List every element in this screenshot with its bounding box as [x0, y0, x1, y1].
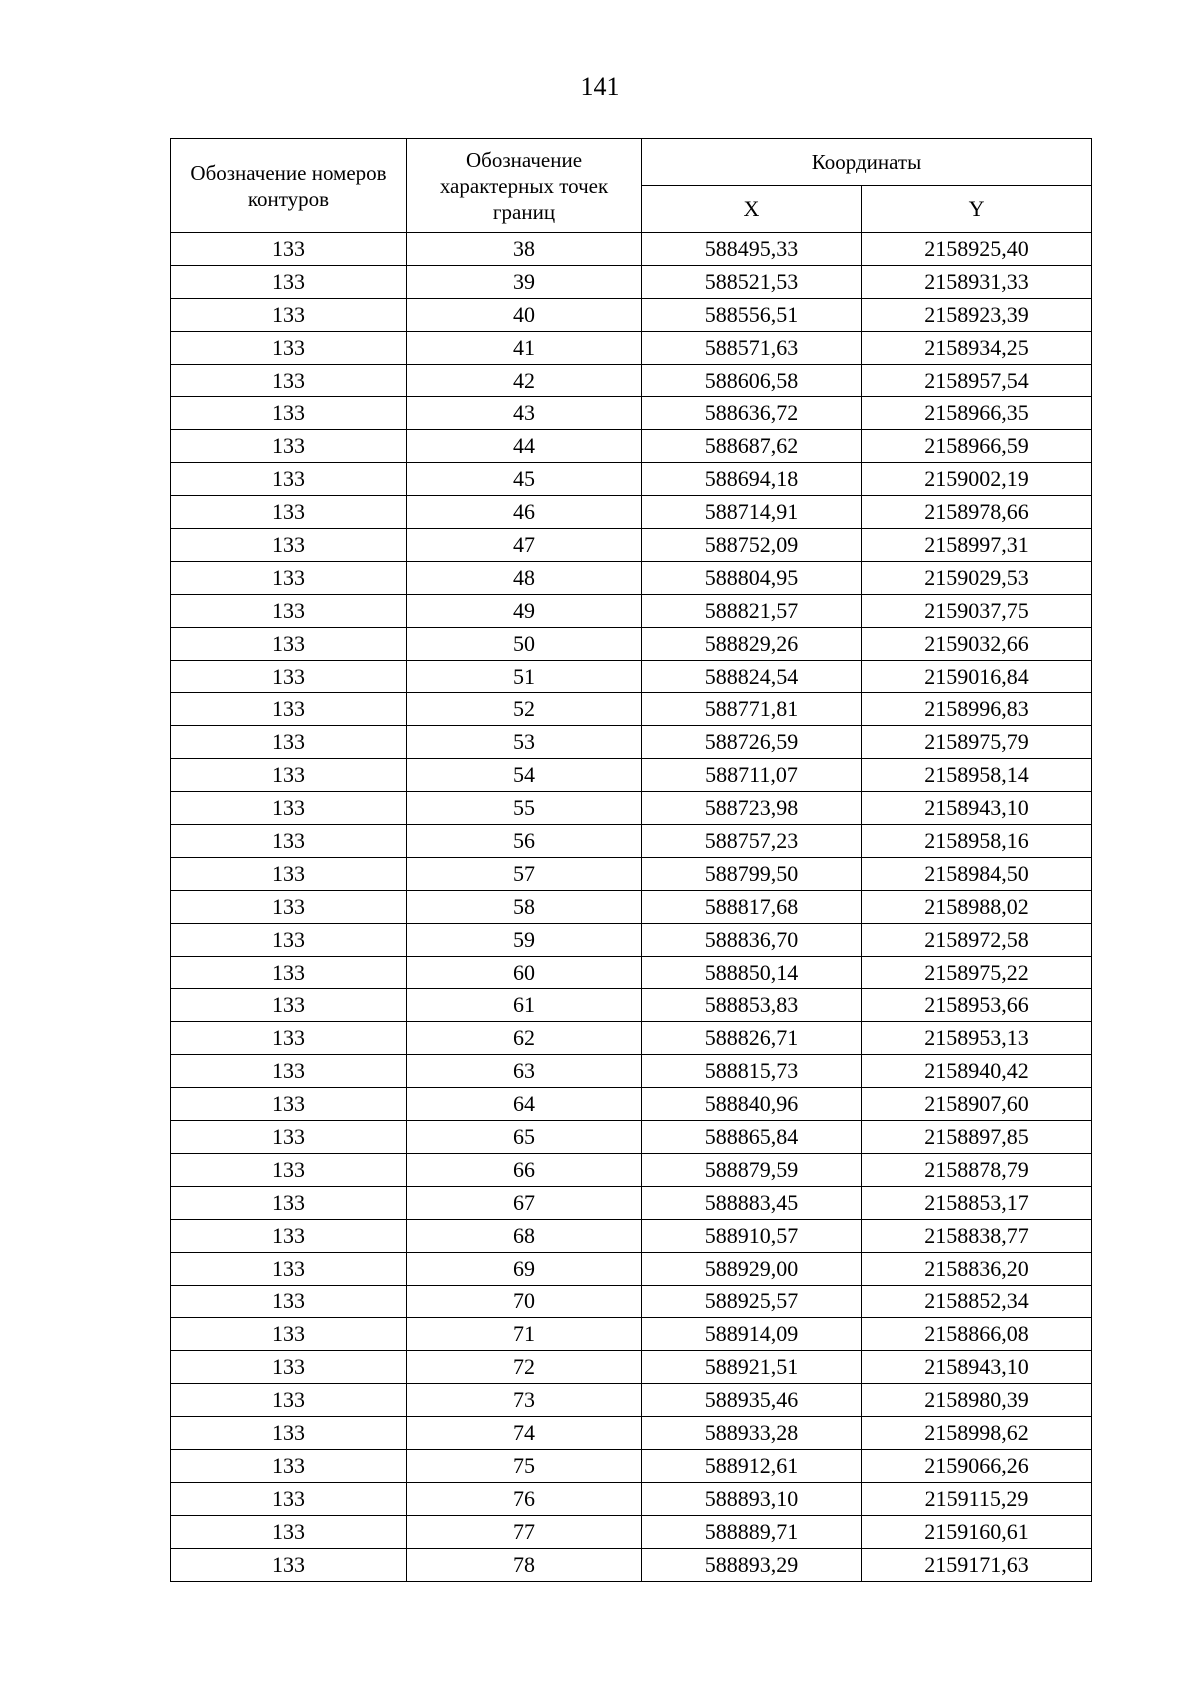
cell-point-number: 61 [407, 989, 642, 1022]
cell-x-coordinate: 588910,57 [642, 1219, 862, 1252]
cell-point-number: 55 [407, 792, 642, 825]
table-row [171, 233, 1092, 266]
table-row [171, 397, 1092, 430]
header-x: X [642, 186, 862, 233]
cell-point-number: 60 [407, 956, 642, 989]
cell-point-number: 72 [407, 1351, 642, 1384]
cell-point-number: 70 [407, 1285, 642, 1318]
table-row [171, 1351, 1092, 1384]
cell-contour-number: 133 [171, 265, 407, 298]
table-row [171, 1022, 1092, 1055]
cell-x-coordinate: 588921,51 [642, 1351, 862, 1384]
cell-x-coordinate: 588883,45 [642, 1186, 862, 1219]
table-row [171, 1449, 1092, 1482]
cell-y-coordinate: 2158953,13 [862, 1022, 1092, 1055]
cell-point-number: 53 [407, 726, 642, 759]
cell-point-number: 67 [407, 1186, 642, 1219]
cell-y-coordinate: 2159029,53 [862, 561, 1092, 594]
cell-x-coordinate: 588714,91 [642, 496, 862, 529]
cell-y-coordinate: 2158878,79 [862, 1153, 1092, 1186]
cell-contour-number: 133 [171, 1022, 407, 1055]
table-row [171, 759, 1092, 792]
cell-y-coordinate: 2158975,79 [862, 726, 1092, 759]
table-row [171, 1482, 1092, 1515]
cell-y-coordinate: 2158953,66 [862, 989, 1092, 1022]
table-row [171, 1121, 1092, 1154]
cell-contour-number: 133 [171, 1351, 407, 1384]
cell-point-number: 63 [407, 1055, 642, 1088]
table-row [171, 726, 1092, 759]
cell-x-coordinate: 588850,14 [642, 956, 862, 989]
cell-contour-number: 133 [171, 430, 407, 463]
cell-y-coordinate: 2158925,40 [862, 233, 1092, 266]
cell-contour-number: 133 [171, 890, 407, 923]
table-row [171, 561, 1092, 594]
cell-x-coordinate: 588826,71 [642, 1022, 862, 1055]
cell-x-coordinate: 588853,83 [642, 989, 862, 1022]
cell-y-coordinate: 2158931,33 [862, 265, 1092, 298]
cell-point-number: 75 [407, 1449, 642, 1482]
page-number: 141 [580, 72, 620, 101]
cell-point-number: 52 [407, 693, 642, 726]
cell-x-coordinate: 588933,28 [642, 1417, 862, 1450]
header-y: Y [862, 186, 1092, 233]
cell-contour-number: 133 [171, 759, 407, 792]
table-row [171, 594, 1092, 627]
cell-point-number: 57 [407, 857, 642, 890]
cell-contour-number: 133 [171, 298, 407, 331]
cell-contour-number: 133 [171, 1384, 407, 1417]
cell-point-number: 39 [407, 265, 642, 298]
cell-y-coordinate: 2158958,16 [862, 825, 1092, 858]
cell-y-coordinate: 2158838,77 [862, 1219, 1092, 1252]
cell-y-coordinate: 2158907,60 [862, 1088, 1092, 1121]
cell-y-coordinate: 2158897,85 [862, 1121, 1092, 1154]
cell-x-coordinate: 588889,71 [642, 1515, 862, 1548]
header-contour-numbers: Обозначение номеров контуров [171, 139, 407, 233]
cell-point-number: 43 [407, 397, 642, 430]
cell-y-coordinate: 2158980,39 [862, 1384, 1092, 1417]
table-body [171, 233, 1092, 1582]
cell-contour-number: 133 [171, 693, 407, 726]
header-boundary-points: Обозначение характерных точек границ [407, 139, 642, 233]
cell-y-coordinate: 2159002,19 [862, 463, 1092, 496]
cell-contour-number: 133 [171, 726, 407, 759]
cell-y-coordinate: 2158972,58 [862, 923, 1092, 956]
cell-contour-number: 133 [171, 233, 407, 266]
cell-point-number: 40 [407, 298, 642, 331]
cell-x-coordinate: 588726,59 [642, 726, 862, 759]
cell-y-coordinate: 2158966,59 [862, 430, 1092, 463]
table-row [171, 1153, 1092, 1186]
cell-point-number: 42 [407, 364, 642, 397]
table-row [171, 430, 1092, 463]
cell-y-coordinate: 2158836,20 [862, 1252, 1092, 1285]
cell-y-coordinate: 2158943,10 [862, 1351, 1092, 1384]
cell-point-number: 64 [407, 1088, 642, 1121]
cell-contour-number: 133 [171, 1153, 407, 1186]
cell-y-coordinate: 2158957,54 [862, 364, 1092, 397]
cell-point-number: 54 [407, 759, 642, 792]
table-row [171, 989, 1092, 1022]
cell-contour-number: 133 [171, 825, 407, 858]
table-row [171, 298, 1092, 331]
cell-y-coordinate: 2158852,34 [862, 1285, 1092, 1318]
table-row [171, 1088, 1092, 1121]
cell-x-coordinate: 588752,09 [642, 529, 862, 562]
cell-x-coordinate: 588495,33 [642, 233, 862, 266]
cell-y-coordinate: 2159032,66 [862, 627, 1092, 660]
cell-contour-number: 133 [171, 594, 407, 627]
cell-x-coordinate: 588556,51 [642, 298, 862, 331]
cell-x-coordinate: 588821,57 [642, 594, 862, 627]
cell-contour-number: 133 [171, 1482, 407, 1515]
cell-point-number: 46 [407, 496, 642, 529]
cell-x-coordinate: 588771,81 [642, 693, 862, 726]
cell-x-coordinate: 588757,23 [642, 825, 862, 858]
cell-contour-number: 133 [171, 989, 407, 1022]
table-row [171, 857, 1092, 890]
table-row [171, 825, 1092, 858]
cell-contour-number: 133 [171, 463, 407, 496]
cell-point-number: 73 [407, 1384, 642, 1417]
table-row [171, 529, 1092, 562]
cell-x-coordinate: 588521,53 [642, 265, 862, 298]
cell-x-coordinate: 588817,68 [642, 890, 862, 923]
cell-x-coordinate: 588865,84 [642, 1121, 862, 1154]
cell-x-coordinate: 588723,98 [642, 792, 862, 825]
cell-point-number: 50 [407, 627, 642, 660]
table-row [171, 923, 1092, 956]
cell-x-coordinate: 588929,00 [642, 1252, 862, 1285]
cell-contour-number: 133 [171, 529, 407, 562]
cell-contour-number: 133 [171, 1417, 407, 1450]
cell-y-coordinate: 2158958,14 [862, 759, 1092, 792]
cell-x-coordinate: 588606,58 [642, 364, 862, 397]
cell-x-coordinate: 588636,72 [642, 397, 862, 430]
cell-x-coordinate: 588836,70 [642, 923, 862, 956]
cell-x-coordinate: 588935,46 [642, 1384, 862, 1417]
cell-contour-number: 133 [171, 1449, 407, 1482]
header-coordinates: Координаты [642, 139, 1092, 186]
table-row [171, 890, 1092, 923]
cell-y-coordinate: 2158997,31 [862, 529, 1092, 562]
cell-y-coordinate: 2158866,08 [862, 1318, 1092, 1351]
table-row [171, 1417, 1092, 1450]
cell-x-coordinate: 588815,73 [642, 1055, 862, 1088]
cell-x-coordinate: 588571,63 [642, 331, 862, 364]
cell-point-number: 47 [407, 529, 642, 562]
cell-point-number: 65 [407, 1121, 642, 1154]
cell-x-coordinate: 588879,59 [642, 1153, 862, 1186]
table-row [171, 1384, 1092, 1417]
cell-contour-number: 133 [171, 660, 407, 693]
cell-contour-number: 133 [171, 1285, 407, 1318]
cell-x-coordinate: 588804,95 [642, 561, 862, 594]
cell-y-coordinate: 2158934,25 [862, 331, 1092, 364]
cell-x-coordinate: 588711,07 [642, 759, 862, 792]
table-row [171, 792, 1092, 825]
table-row [171, 265, 1092, 298]
cell-contour-number: 133 [171, 1121, 407, 1154]
cell-point-number: 66 [407, 1153, 642, 1186]
cell-y-coordinate: 2158988,02 [862, 890, 1092, 923]
cell-y-coordinate: 2158975,22 [862, 956, 1092, 989]
cell-contour-number: 133 [171, 1219, 407, 1252]
cell-x-coordinate: 588914,09 [642, 1318, 862, 1351]
table-row [171, 463, 1092, 496]
table-row [171, 364, 1092, 397]
cell-point-number: 59 [407, 923, 642, 956]
cell-point-number: 58 [407, 890, 642, 923]
cell-y-coordinate: 2158996,83 [862, 693, 1092, 726]
cell-y-coordinate: 2159037,75 [862, 594, 1092, 627]
table-row [171, 627, 1092, 660]
cell-contour-number: 133 [171, 1088, 407, 1121]
cell-point-number: 44 [407, 430, 642, 463]
cell-x-coordinate: 588687,62 [642, 430, 862, 463]
cell-y-coordinate: 2158998,62 [862, 1417, 1092, 1450]
table-row [171, 1318, 1092, 1351]
cell-contour-number: 133 [171, 561, 407, 594]
cell-point-number: 45 [407, 463, 642, 496]
cell-contour-number: 133 [171, 397, 407, 430]
table-row [171, 956, 1092, 989]
cell-contour-number: 133 [171, 1515, 407, 1548]
cell-y-coordinate: 2158984,50 [862, 857, 1092, 890]
table-row [171, 1548, 1092, 1581]
cell-point-number: 48 [407, 561, 642, 594]
cell-point-number: 62 [407, 1022, 642, 1055]
cell-point-number: 68 [407, 1219, 642, 1252]
cell-y-coordinate: 2159115,29 [862, 1482, 1092, 1515]
cell-y-coordinate: 2158978,66 [862, 496, 1092, 529]
table-row [171, 496, 1092, 529]
table-row [171, 1515, 1092, 1548]
cell-contour-number: 133 [171, 627, 407, 660]
table-row [171, 1186, 1092, 1219]
cell-x-coordinate: 588893,29 [642, 1548, 862, 1581]
cell-y-coordinate: 2158943,10 [862, 792, 1092, 825]
cell-contour-number: 133 [171, 1318, 407, 1351]
cell-contour-number: 133 [171, 1055, 407, 1088]
cell-point-number: 56 [407, 825, 642, 858]
cell-x-coordinate: 588912,61 [642, 1449, 862, 1482]
cell-x-coordinate: 588925,57 [642, 1285, 862, 1318]
cell-point-number: 74 [407, 1417, 642, 1450]
cell-y-coordinate: 2158940,42 [862, 1055, 1092, 1088]
cell-point-number: 49 [407, 594, 642, 627]
cell-point-number: 78 [407, 1548, 642, 1581]
cell-x-coordinate: 588694,18 [642, 463, 862, 496]
cell-point-number: 41 [407, 331, 642, 364]
cell-y-coordinate: 2158923,39 [862, 298, 1092, 331]
cell-y-coordinate: 2158966,35 [862, 397, 1092, 430]
cell-y-coordinate: 2159016,84 [862, 660, 1092, 693]
table-row [171, 1252, 1092, 1285]
cell-point-number: 38 [407, 233, 642, 266]
cell-y-coordinate: 2158853,17 [862, 1186, 1092, 1219]
table-row [171, 1285, 1092, 1318]
cell-y-coordinate: 2159171,63 [862, 1548, 1092, 1581]
table-row [171, 331, 1092, 364]
cell-point-number: 51 [407, 660, 642, 693]
cell-y-coordinate: 2159066,26 [862, 1449, 1092, 1482]
coordinates-table [170, 138, 1092, 1582]
cell-contour-number: 133 [171, 956, 407, 989]
cell-point-number: 76 [407, 1482, 642, 1515]
table-row [171, 693, 1092, 726]
cell-x-coordinate: 588893,10 [642, 1482, 862, 1515]
cell-contour-number: 133 [171, 857, 407, 890]
cell-point-number: 71 [407, 1318, 642, 1351]
cell-x-coordinate: 588799,50 [642, 857, 862, 890]
cell-contour-number: 133 [171, 1548, 407, 1581]
cell-contour-number: 133 [171, 1252, 407, 1285]
cell-contour-number: 133 [171, 1186, 407, 1219]
table-header [171, 139, 1092, 233]
cell-contour-number: 133 [171, 923, 407, 956]
cell-x-coordinate: 588829,26 [642, 627, 862, 660]
cell-x-coordinate: 588840,96 [642, 1088, 862, 1121]
cell-point-number: 77 [407, 1515, 642, 1548]
cell-contour-number: 133 [171, 496, 407, 529]
cell-x-coordinate: 588824,54 [642, 660, 862, 693]
cell-contour-number: 133 [171, 331, 407, 364]
table-row [171, 1055, 1092, 1088]
table-row [171, 1219, 1092, 1252]
table-row [171, 660, 1092, 693]
cell-y-coordinate: 2159160,61 [862, 1515, 1092, 1548]
cell-point-number: 69 [407, 1252, 642, 1285]
cell-contour-number: 133 [171, 792, 407, 825]
cell-contour-number: 133 [171, 364, 407, 397]
